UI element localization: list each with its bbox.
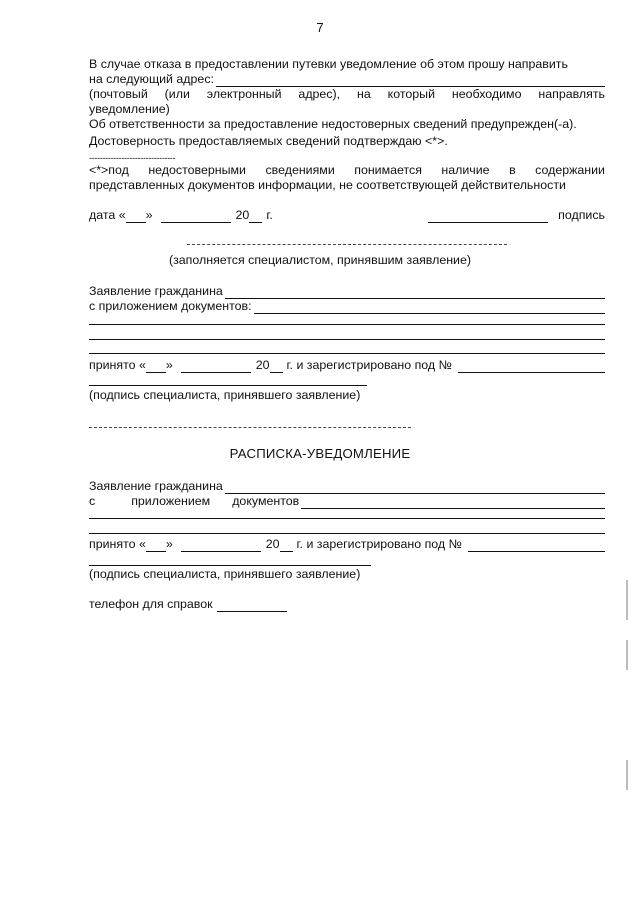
receipt-signature-caption: (подпись специалиста, принявшего заявление) bbox=[89, 567, 361, 581]
refusal-address-row bbox=[89, 72, 605, 87]
hint-word: (или bbox=[164, 87, 190, 101]
accepted-quote-close: » bbox=[165, 358, 173, 372]
receipt-quote-close: » bbox=[165, 537, 173, 551]
page-number: 7 bbox=[316, 20, 324, 35]
receipt-attach-word: документов bbox=[232, 494, 300, 508]
footnote-word: понимается bbox=[354, 163, 422, 177]
receipt-attachments-fill-line bbox=[301, 497, 605, 509]
refusal-hint-line1 bbox=[89, 87, 605, 102]
accepted-year-prefix: 20 bbox=[255, 358, 270, 372]
citizen-fill-line bbox=[225, 287, 605, 299]
hint-word: который bbox=[387, 87, 435, 101]
footnote-word: сведениями bbox=[265, 163, 335, 177]
receipt-month-line bbox=[181, 540, 261, 552]
month-fill-line bbox=[161, 211, 231, 223]
receipt-title: РАСПИСКА-УВЕДОМЛЕНИЕ bbox=[229, 446, 411, 461]
date-prefix: дата « bbox=[89, 208, 126, 222]
scan-edge-mark bbox=[626, 580, 628, 620]
scan-edge-mark bbox=[626, 640, 628, 670]
hint-word: электронный bbox=[206, 87, 282, 101]
attachments-line-1 bbox=[89, 324, 605, 325]
receipt-accepted-prefix: принято « bbox=[89, 537, 146, 551]
accepted-row bbox=[89, 358, 605, 373]
hint-word: (почтовый bbox=[89, 87, 148, 101]
specialist-divider bbox=[187, 244, 507, 245]
date-quote-close: » bbox=[145, 208, 153, 222]
accepted-day-line bbox=[146, 361, 166, 373]
footnote-line2: представленных документов информации, не соответствующей действительности bbox=[89, 178, 566, 192]
receipt-year-prefix: 20 bbox=[265, 537, 280, 551]
receipt-registered-text: г. и зарегистрировано под № bbox=[296, 537, 462, 551]
attachments-row bbox=[89, 299, 605, 314]
phone-label: телефон для справок bbox=[89, 597, 213, 611]
responsibility-statement: Об ответственности за предоставление недостоверных сведений предупрежден(-а). bbox=[89, 117, 577, 131]
confirmation-statement: Достоверность предоставляемых сведений подтверждаю <*>. bbox=[89, 134, 448, 148]
hint-word: адрес), bbox=[298, 87, 341, 101]
day-fill-line bbox=[126, 211, 146, 223]
phone-fill-line bbox=[217, 600, 287, 612]
receipt-attachments-line-1 bbox=[89, 518, 605, 519]
receipt-divider bbox=[89, 427, 411, 428]
signature-label: подпись bbox=[558, 208, 605, 222]
attachments-line-2 bbox=[89, 339, 605, 340]
accepted-prefix: принято « bbox=[89, 358, 146, 372]
footnote-word: недостоверными bbox=[148, 163, 246, 177]
footnote-word: наличие bbox=[441, 163, 490, 177]
accepted-year-line bbox=[270, 361, 283, 373]
receipt-citizen-row bbox=[89, 479, 605, 494]
attachments-line-3 bbox=[89, 353, 605, 354]
scan-edge-mark bbox=[626, 760, 628, 790]
footnote-word: содержании bbox=[535, 163, 605, 177]
receipt-citizen-fill-line bbox=[225, 482, 605, 494]
receipt-day-line bbox=[146, 540, 166, 552]
attachments-label: с приложением документов: bbox=[89, 299, 252, 313]
citizen-label: Заявление гражданина bbox=[89, 284, 223, 298]
specialist-signature-caption: (подпись специалиста, принявшего заявление) bbox=[89, 388, 361, 402]
year-fill-line bbox=[249, 211, 262, 223]
year-suffix: г. bbox=[266, 208, 273, 222]
footnote-word: <*>под bbox=[89, 163, 129, 177]
receipt-attachments-row bbox=[89, 494, 605, 509]
footnote-separator: -------------------------------- bbox=[89, 153, 176, 163]
footnote-word: в bbox=[509, 163, 516, 177]
address-fill-line bbox=[216, 75, 605, 87]
footnote-line1 bbox=[89, 163, 605, 178]
date-signature-row bbox=[89, 208, 605, 223]
signature-fill-line bbox=[428, 211, 548, 223]
refusal-hint-line2: уведомление) bbox=[89, 102, 170, 116]
phone-row bbox=[89, 597, 605, 612]
receipt-attach-word: с bbox=[89, 494, 96, 508]
receipt-registration-number-line bbox=[468, 540, 605, 552]
registration-number-line bbox=[458, 361, 605, 373]
hint-word: на bbox=[357, 87, 371, 101]
year-prefix: 20 bbox=[235, 208, 250, 222]
refusal-paragraph-line1: В случае отказа в предоставлении путевки уведомление об этом прошу направить bbox=[89, 57, 568, 71]
receipt-attachments-line-2 bbox=[89, 533, 605, 534]
receipt-accepted-row bbox=[89, 537, 605, 552]
citizen-application-row bbox=[89, 284, 605, 299]
hint-word: необходимо bbox=[451, 87, 522, 101]
registered-text: г. и зарегистрировано под № bbox=[286, 358, 452, 372]
receipt-year-line bbox=[280, 540, 293, 552]
hint-word: направлять bbox=[538, 87, 605, 101]
receipt-citizen-label: Заявление гражданина bbox=[89, 479, 223, 493]
attachments-fill-line bbox=[254, 302, 605, 314]
receipt-signature-line bbox=[89, 565, 371, 566]
specialist-note: (заполняется специалистом, принявшим заявление) bbox=[168, 253, 471, 267]
specialist-signature-line bbox=[89, 385, 367, 386]
refusal-address-label: на следующий адрес: bbox=[89, 72, 214, 86]
accepted-month-line bbox=[181, 361, 251, 373]
receipt-attach-word: приложением bbox=[131, 494, 211, 508]
